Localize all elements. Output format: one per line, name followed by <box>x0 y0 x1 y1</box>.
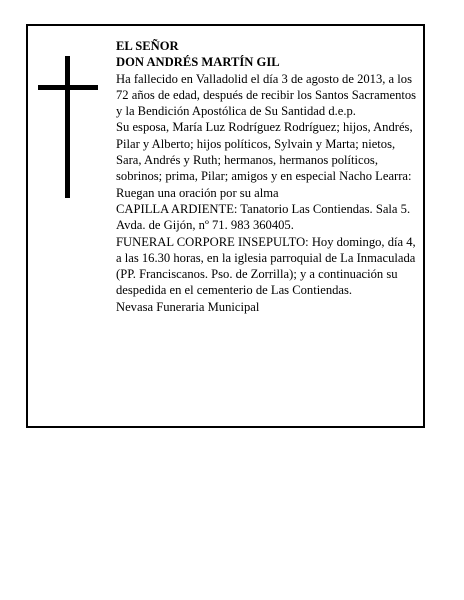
obituary-notice <box>26 24 425 428</box>
notice-title-line-1: EL SEÑOR <box>116 39 179 53</box>
funeral-home: Nevasa Funeraria Municipal <box>116 299 260 314</box>
funeral-details: FUNERAL CORPORE INSEPULTO: Hoy domingo, día 4, a las 16.30 horas, en la iglesia parroquial de La Inmaculada (PP. Franciscanos. Pso. de Zorrilla); y a continuación su despedida en el cementerio de Las Contiendas. <box>116 234 416 298</box>
death-announcement: Ha fallecido en Valladolid el día 3 de agosto de 2013, a los 72 años de edad, después de recibir los Santos Sacramentos y la Bendición Apostólica de Su Santidad d.e.p. <box>116 71 417 119</box>
cross-horizontal-bar <box>38 85 98 90</box>
deceased-name: DON ANDRÉS MARTÍN GIL <box>116 55 280 70</box>
family-list: Su esposa, María Luz Rodríguez Rodríguez; hijos, Andrés, Pilar y Alberto; hijos políticos, Sylvain y Marta; nietos, Sara, Andrés y Ruth; hermanos, hermanos políticos, sobrinos; prima, Pilar; amigos y en especial Nacho Learra: <box>116 120 413 184</box>
cross-icon <box>38 56 98 198</box>
chapel-details: CAPILLA ARDIENTE: Tanatorio Las Contiendas. Sala 5. Avda. de Gijón, nº 71. 983 360405. <box>116 201 411 233</box>
prayer-request: Ruegan una oración por su alma <box>116 185 279 200</box>
notice-text <box>116 38 420 315</box>
cross-vertical-bar <box>65 56 70 198</box>
